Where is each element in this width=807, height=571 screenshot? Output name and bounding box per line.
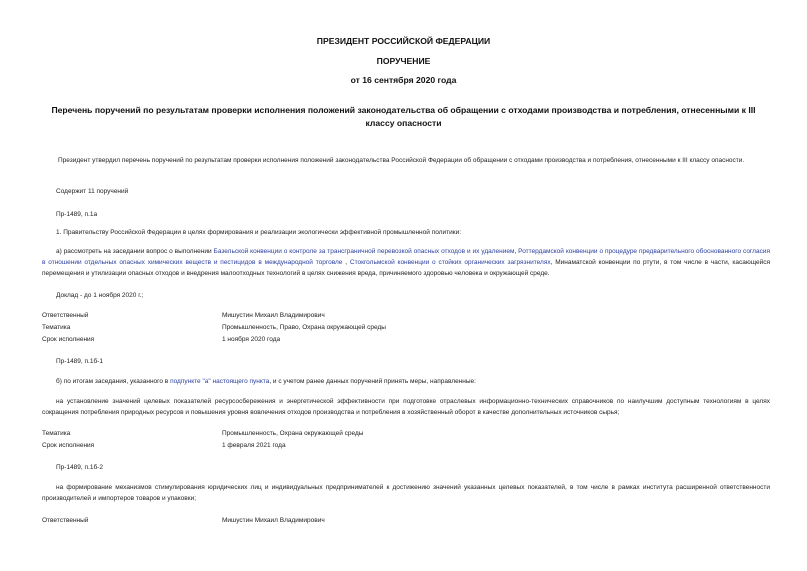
meta-label: Срок исполнения — [42, 442, 95, 449]
meta-label: Тематика — [42, 324, 71, 331]
basel-convention-link[interactable]: Базельской конвенции о контроле за трансграничной перевозкой опасных отходов и их удалением — [213, 248, 515, 255]
meta-value: 1 ноября 2020 года — [222, 336, 281, 343]
order-paragraph-a — [42, 246, 770, 279]
issuer-heading: ПРЕЗИДЕНТ РОССИЙСКОЙ ФЕДЕРАЦИИ — [316, 36, 491, 46]
meta-label: Тематика — [42, 430, 71, 437]
orders-count: Содержит 11 поручений — [56, 188, 129, 195]
meta-label: Ответственный — [42, 312, 89, 319]
meta-value: Промышленность, Охрана окружающей среды — [222, 430, 364, 437]
stockholm-convention-link[interactable]: Стокгольмской конвенции о стойких органических загрязнителях — [349, 259, 551, 266]
paragraph-text: а) рассмотреть на заседании вопрос о выполнении — [56, 248, 214, 255]
meta-value: Мишустин Михаил Владимирович — [222, 517, 325, 524]
meta-value: Промышленность, Право, Охрана окружающей среды — [222, 324, 386, 331]
separator-text: , — [514, 248, 519, 255]
meta-label: Ответственный — [42, 517, 89, 524]
paragraph-text: б) по итогам заседания, указанного в — [56, 378, 171, 385]
document-date: от 16 сентября 2020 года — [350, 75, 457, 85]
order-code: Пр-1489, п.1а — [56, 211, 98, 218]
order-paragraph-b — [56, 376, 476, 387]
report-deadline: Доклад - до 1 ноября 2020 г.; — [56, 292, 144, 299]
paragraph-text: , Минаматской конвенции по ртути, в том числе в части, касающейся перемещения и утилизации опасных отходов и внедрения малоотходных технологий в целях снижения вреда, причиняемого здоровью человека и окружающей среде. — [42, 259, 770, 277]
meta-value: Мишустин Михаил Владимирович — [222, 312, 325, 319]
separator-text: , — [342, 259, 350, 266]
document-subtitle: Перечень поручений по результатам проверки исполнения положений законодательства об обращении с отходами производства и потребления, отнесенными к III классу опасности — [51, 105, 756, 128]
order-code: Пр-1489, п.1б-2 — [56, 464, 103, 471]
order-paragraph: 1. Правительству Российской Федерации в целях формирования и реализации экологически эффективной промышленной политики: — [56, 229, 462, 236]
document-type-heading: ПОРУЧЕНИЕ — [376, 56, 431, 66]
intro-paragraph: Президент утвердил перечень поручений по результатам проверки исполнения положений законодательства Российской Федерации об обращении с отходами производства и потребления, отнесенными к III классу опасности. — [58, 157, 745, 164]
rotterdam-convention-link[interactable]: Роттердамской конвенции о процедуре предварительного обоснованного согласия в отношении отдельных опасных химических веществ и пестицидов в международной торговле — [42, 248, 770, 266]
subparagraph-a-link[interactable]: подпункте "а" настоящего пункта — [170, 378, 270, 385]
order-paragraph: на формирование механизмов стимулирования юридических лиц и индивидуальных предпринимателей к достижению значений указанных целевых показателей, в том числе в рамках института расширенной ответственности производителей и импортеров товаров и упаковки; — [42, 484, 770, 502]
order-paragraph: на установление значений целевых показателей ресурсосбережения и энергетической эффективности при подготовке отраслевых информационно-технических справочников по наилучшим доступным технологиям в целях сокращения потребления природных ресурсов и повышения уровня вовлечения отходов производства и потребления в хозяйственный оборот в качестве дополнительных источников сырья; — [42, 398, 770, 416]
paragraph-text: , и с учетом ранее данных поручений принять меры, направленные: — [269, 378, 476, 385]
meta-label: Срок исполнения — [42, 336, 95, 343]
order-code: Пр-1489, п.1б-1 — [56, 358, 103, 365]
meta-value: 1 февраля 2021 года — [222, 442, 286, 449]
